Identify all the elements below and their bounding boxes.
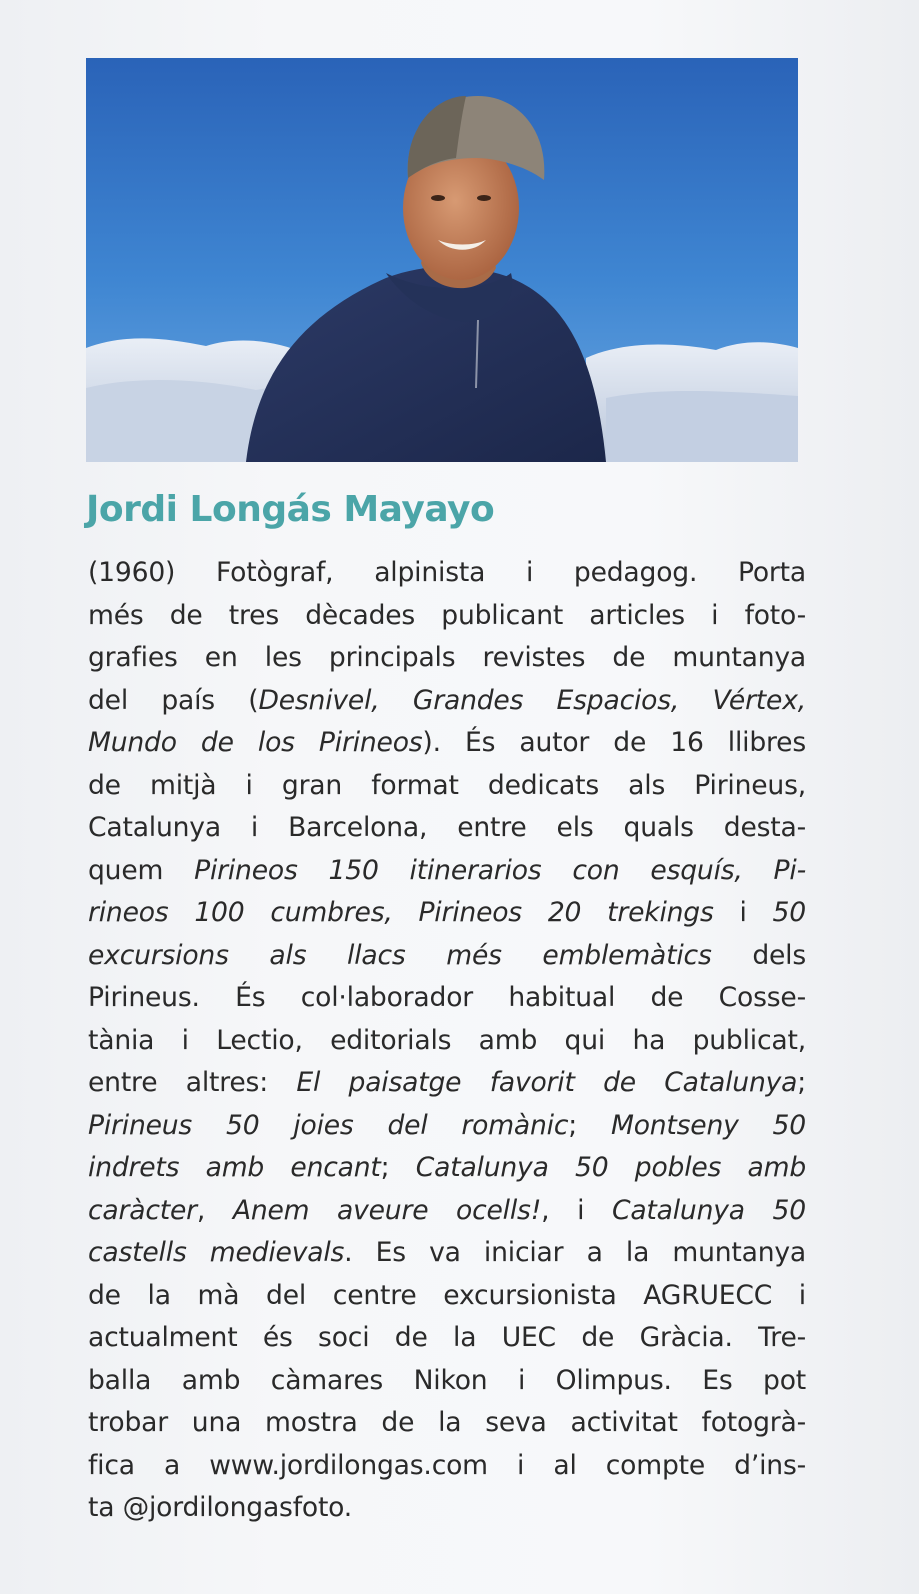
bio-line: [88, 1487, 806, 1530]
bio-line: [88, 765, 806, 808]
bio-italic-title: Pirineos 150 itinerarios con esquís, Pi-: [194, 854, 806, 886]
bio-text: fica a www.jordilongas.com i al compte d’ins-: [88, 1449, 806, 1481]
bio-line: [88, 850, 806, 893]
bio-text: dels: [711, 939, 806, 971]
bio-italic-title: castells medievals: [88, 1237, 345, 1268]
bio-text: Catalunya i Barcelona, entre els quals desta-: [88, 812, 806, 843]
author-name: Jordi Longás Mayayo: [86, 489, 495, 530]
bio-italic-title: 50: [772, 897, 806, 928]
bio-line: [88, 1402, 806, 1445]
bio-line: [88, 1105, 806, 1148]
bio-line: [88, 680, 806, 723]
bio-text: més de tres dècades publicant articles i foto-: [88, 599, 806, 631]
bio-line: [88, 892, 806, 935]
bio-line: [88, 595, 806, 638]
bio-italic-title: indrets amb encant: [88, 1152, 381, 1183]
bio-italic-title: rineos 100 cumbres, Pirineos 20 trekings: [88, 897, 714, 928]
bio-text: del país (: [88, 684, 259, 716]
bio-italic-title: Mundo de los Pirineos: [88, 727, 423, 758]
bio-text: quem: [88, 854, 195, 886]
bio-line: [88, 1232, 806, 1275]
bio-text: ta @jordilongasfoto.: [88, 1492, 353, 1523]
bio-line: [88, 935, 806, 978]
bio-text: ;: [797, 1067, 806, 1098]
bio-line: [88, 1020, 806, 1063]
bio-italic-title: Catalunya 50: [611, 1194, 806, 1226]
author-photo: [86, 58, 798, 462]
bio-line: [88, 552, 806, 595]
bio-text: (1960) Fotògraf, alpinista i pedagog. Porta: [88, 557, 806, 588]
bio-line: [88, 1147, 806, 1190]
bio-text: balla amb càmares Nikon i Olimpus. Es pot: [88, 1364, 806, 1396]
bio-text: ;: [380, 1152, 416, 1183]
bio-text: Pirineus. És col·laborador habitual de Cosse-: [88, 982, 806, 1013]
bio-text: , i: [541, 1194, 612, 1226]
bio-text: actualment és soci de la UEC de Gràcia. Tre-: [88, 1322, 806, 1353]
bio-text: de mitjà i gran format dedicats als Pirineus,: [88, 769, 806, 801]
bio-italic-title: Pirineus 50 joies del romànic: [88, 1109, 569, 1141]
bio-line: [88, 977, 806, 1020]
bio-line: [88, 1062, 806, 1105]
bio-italic-title: Montseny 50: [610, 1109, 806, 1141]
bio-italic-title: caràcter: [88, 1194, 197, 1226]
bio-line: [88, 1360, 806, 1403]
bio-line: [88, 1317, 806, 1360]
bio-line: [88, 722, 806, 765]
bio-text: ;: [568, 1109, 611, 1141]
bio-text: grafies en les principals revistes de muntanya: [88, 642, 806, 673]
bio-text: i: [713, 897, 773, 928]
bio-text: tània i Lectio, editorials amb qui ha publicat,: [88, 1024, 806, 1056]
bio-italic-title: El paisatge favorit de Catalunya: [296, 1067, 798, 1098]
bio-line: [88, 637, 806, 680]
bio-text: ,: [196, 1194, 233, 1226]
bio-text: . Es va iniciar a la muntanya: [344, 1237, 806, 1268]
bio-italic-title: Desnivel, Grandes Espacios, Vértex,: [258, 684, 806, 716]
bio-italic-title: Anem aveure ocells!: [232, 1194, 542, 1226]
bio-italic-title: excursions als llacs més emblemàtics: [88, 939, 712, 971]
author-portrait-image: [86, 58, 798, 462]
bio-line: [88, 1275, 806, 1318]
bio-italic-title: Catalunya 50 pobles amb: [415, 1152, 807, 1183]
bio-line: [88, 1445, 806, 1488]
author-biography: [88, 552, 806, 1530]
bio-text: entre altres:: [88, 1067, 297, 1098]
bio-line: [88, 807, 806, 850]
bio-text: ). És autor de 16 llibres: [422, 727, 806, 758]
bio-text: trobar una mostra de la seva activitat fotogrà-: [88, 1407, 806, 1438]
bio-line: [88, 1190, 806, 1233]
bio-text: de la mà del centre excursionista AGRUECC i: [88, 1279, 806, 1311]
